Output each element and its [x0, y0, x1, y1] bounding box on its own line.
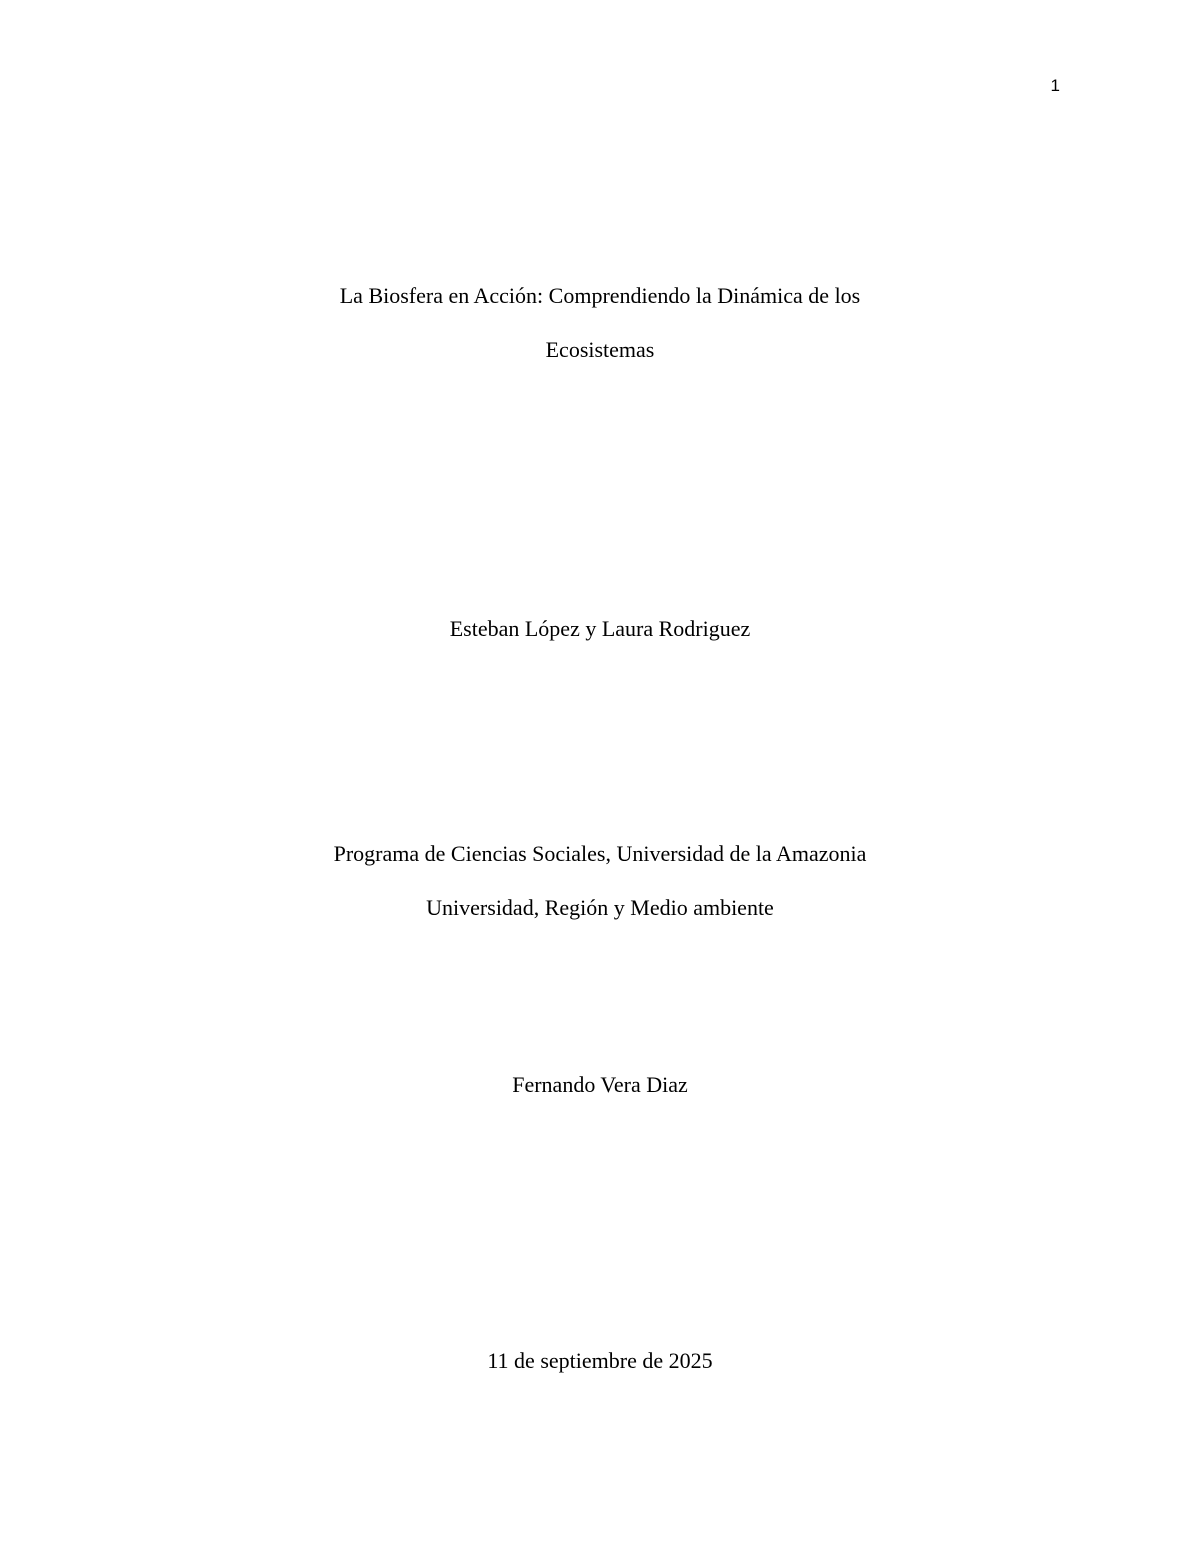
affiliation-course: Universidad, Región y Medio ambiente	[426, 895, 774, 920]
page-number: 1	[1050, 76, 1060, 95]
title-line-2: Ecosistemas	[545, 337, 655, 362]
document-date: 11 de septiembre de 2025	[487, 1348, 713, 1373]
title-line-1: La Biosfera en Acción: Comprendiendo la Dinámica de los	[339, 283, 861, 308]
authors: Esteban López y Laura Rodriguez	[449, 616, 751, 641]
affiliation-program: Programa de Ciencias Sociales, Universidad de la Amazonia	[333, 841, 867, 866]
instructor-name: Fernando Vera Diaz	[512, 1072, 688, 1097]
